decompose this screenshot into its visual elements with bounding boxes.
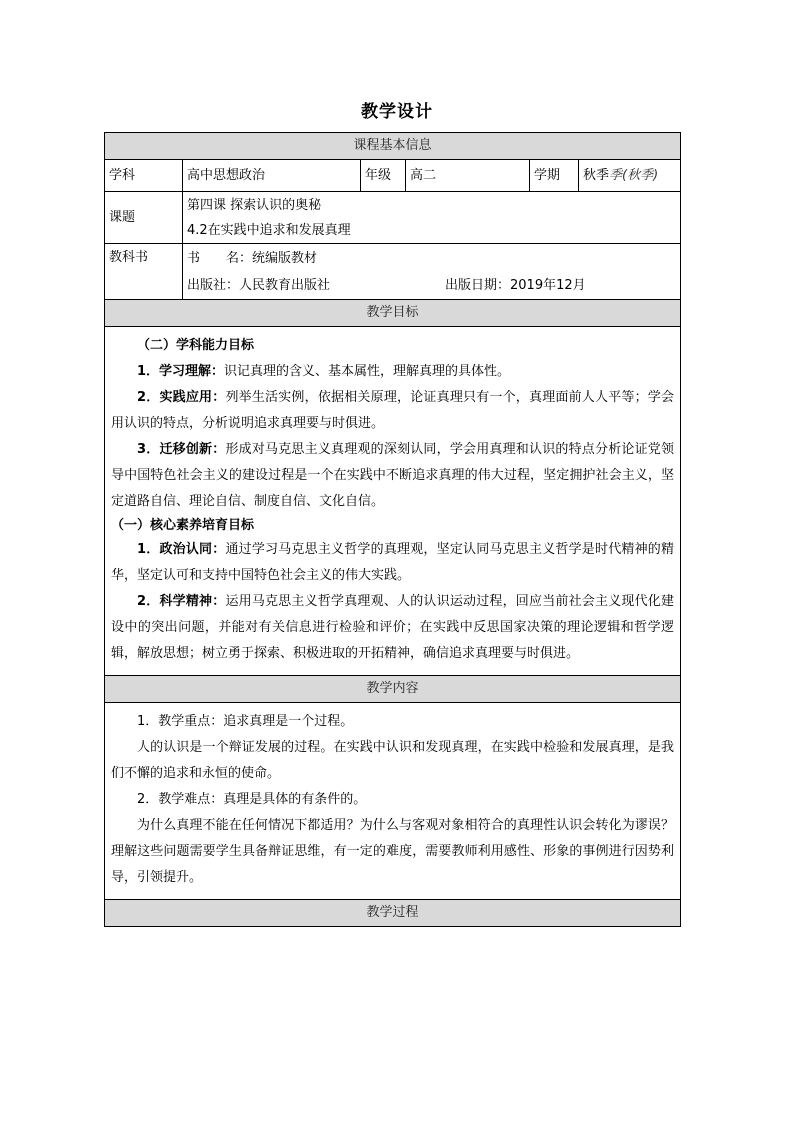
textbook-label: 教科书 xyxy=(105,244,183,300)
goal-2-1-text: 识记真理的含义、基本属性，理解真理的具体性。 xyxy=(224,364,511,379)
goal-1-2-text: 运用马克思主义哲学真理观、人的认识运动过程，回应当前社会主义现代化建设中的突出问题，并能对有关信息进行检验和评价；在实践中反思国家决策的理论逻辑和哲学逻辑，解放思想；树立勇于探索、积极进取的开拓精神，确信追求真理要与时俱进。 xyxy=(111,594,675,661)
topic-line-1: 第四课 探索认识的奥秘 xyxy=(187,197,322,213)
goal-2-3 xyxy=(111,437,674,515)
process-band: 教学过程 xyxy=(105,900,681,927)
publisher: 出版社：人民教育出版社 xyxy=(187,277,331,293)
goal-1-1-lead: 1．政治认同： xyxy=(137,542,226,557)
difficult-point: 2．教学难点：真理是具体的有条件的。 xyxy=(137,792,367,807)
term-value: 秋季 xyxy=(583,167,610,183)
goals-section xyxy=(105,327,681,676)
term-label: 学期 xyxy=(530,160,579,192)
goals-band: 教学目标 xyxy=(105,300,681,327)
goal-2-2 xyxy=(111,385,674,437)
goal-1-1-text: 通过学习马克思主义哲学的真理观，坚定认同马克思主义哲学是时代精神的精华，坚定认可和支持中国特色社会主义的伟大实践。 xyxy=(111,542,674,583)
difficult-point-text: 为什么真理不能在任何情况下都适用？为什么与客观对象相符合的真理性认识会转化为谬误？理解这些问题需要学生具备辩证思维，有一定的难度，需要教师利用感性、形象的事例进行因势利导，引领提升。 xyxy=(111,818,675,885)
content-band: 教学内容 xyxy=(105,676,681,703)
book-name-value: 统编版教材 xyxy=(252,250,318,266)
goal-2-1-lead: 1．学习理解： xyxy=(137,364,225,379)
document-title: 教学设计 xyxy=(361,102,433,122)
goal-1-1 xyxy=(111,537,674,589)
subject-value: 高中思想政治 xyxy=(183,160,361,192)
publish-date: 出版日期：2019年12月 xyxy=(445,277,586,293)
book-name-label: 书 xyxy=(187,250,201,266)
goal-2-3-lead: 3．迁移创新： xyxy=(137,442,226,457)
goals-heading-1: （一）核心素养培育目标 xyxy=(111,518,255,533)
key-point: 1．教学重点：追求真理是一个过程。 xyxy=(137,714,354,729)
goals-heading-2: （二）学科能力目标 xyxy=(137,338,255,353)
topic-line-2: 4.2在实践中追求和发展真理 xyxy=(187,222,351,238)
subject-label: 学科 xyxy=(105,160,183,192)
goal-2-2-lead: 2．实践应用： xyxy=(137,390,226,405)
term-cell xyxy=(579,160,681,192)
goal-1-2-lead: 2．科学精神： xyxy=(137,594,226,609)
basic-info-band: 课程基本信息 xyxy=(105,133,681,160)
key-point-text: 人的认识是一个辩证发展的过程。在实践中认识和发现真理，在实践中检验和发展真理，是我们不懈的追求和永恒的使命。 xyxy=(111,740,675,781)
book-name-label-2: 名： xyxy=(226,250,253,266)
lesson-plan-table xyxy=(104,132,681,927)
book-name-row xyxy=(187,245,676,272)
grade-value: 高二 xyxy=(406,160,530,192)
textbook-cell xyxy=(183,244,681,300)
content-section xyxy=(105,703,681,900)
publisher-row xyxy=(187,272,676,299)
goal-2-1 xyxy=(111,359,674,385)
term-hint: 季(秋季) xyxy=(609,167,659,183)
grade-label: 年级 xyxy=(361,160,406,192)
topic-cell xyxy=(183,192,681,244)
goal-1-2 xyxy=(111,589,674,667)
topic-label: 课题 xyxy=(105,192,183,244)
goal-2-2-text: 列举生活实例，依据相关原理，论证真理只有一个，真理面前人人平等；学会用认识的特点，分析说明追求真理要与时俱进。 xyxy=(111,390,674,431)
goal-2-3-text: 形成对马克思主义真理观的深刻认同，学会用真理和认识的特点分析论证党领导中国特色社会主义的建设过程是一个在实践中不断追求真理的伟大过程，坚定拥护社会主义，坚定道路自信、理论自信、制度自信、文化自信。 xyxy=(111,442,675,509)
